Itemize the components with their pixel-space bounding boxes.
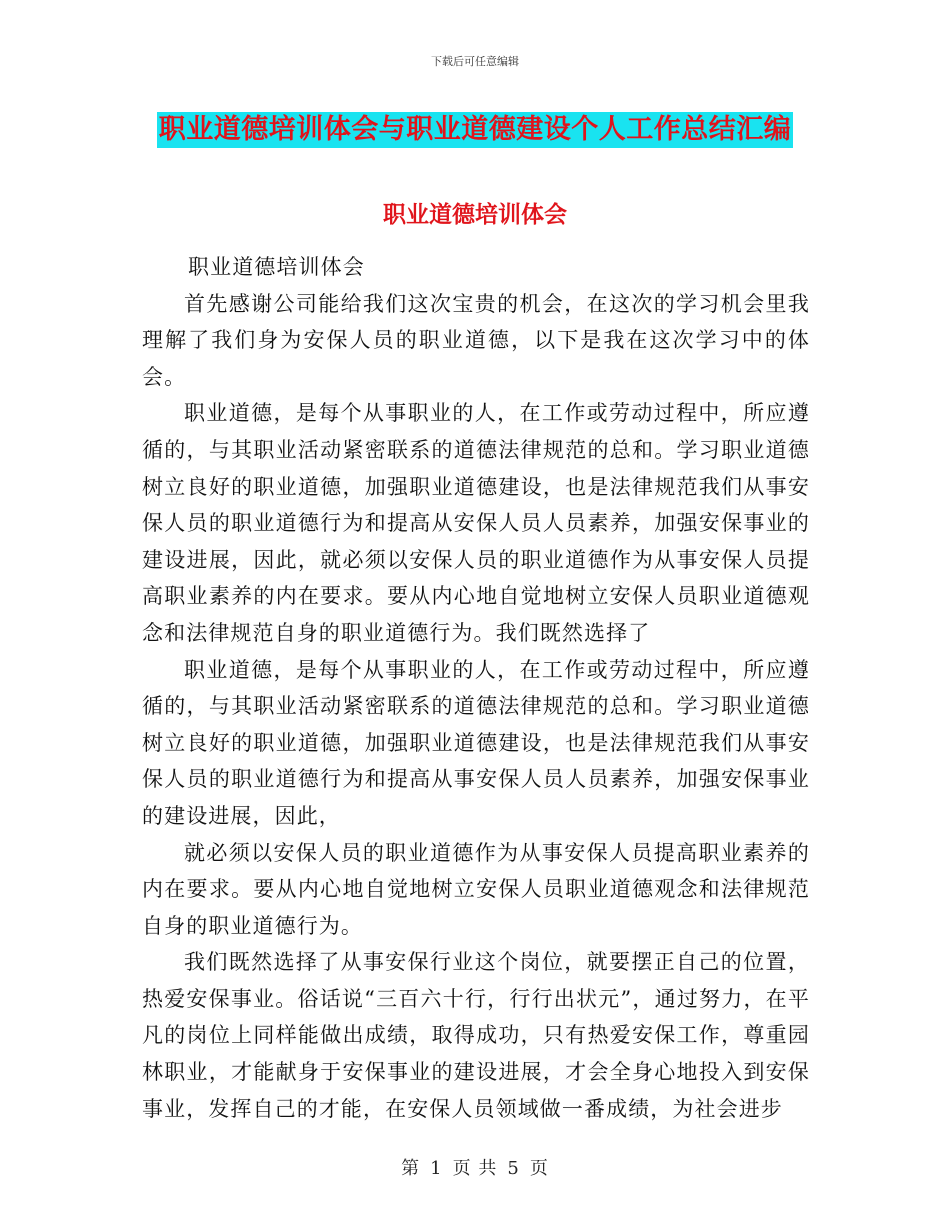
page-total: 5: [507, 1158, 520, 1179]
document-body: [142, 249, 810, 1127]
footer-prefix: 第: [401, 1158, 421, 1179]
paragraph-subtitle: 职业道德培训体会: [188, 255, 365, 279]
paragraph: 就必须以安保人员的职业道德作为从事安保人员提高职业素养的内在要求。要从内心地自觉地树立安保人员职业道德观念和法律规范自身的职业道德行为。: [142, 840, 810, 938]
footer-suffix: 页: [529, 1158, 549, 1179]
footer-mid: 页 共: [452, 1158, 498, 1179]
paragraph: 首先感谢公司能给我们这次宝贵的机会，在这次的学习机会里我理解了我们身为安保人员的职业道德，以下是我在这次学习中的体会。: [142, 291, 810, 389]
section-title: 职业道德培训体会: [383, 202, 567, 228]
paragraph: 职业道德，是每个从事职业的人，在工作或劳动过程中，所应遵循的，与其职业活动紧密联系的道德法律规范的总和。学习职业道德树立良好的职业道德，加强职业道德建设，也是法律规范我们从事安保人员的职业道德行为和提高从事安保人员人员素养，加强安保事业的建设进展，因此，: [142, 657, 810, 828]
paragraph: 我们既然选择了从事安保行业这个岗位，就要摆正自己的位置，热爱安保事业。俗话说“三百六十行，行行出状元”，通过努力，在平凡的岗位上同样能做出成绩，取得成功，只有热爱安保工作，尊重园林职业，才能献身于安保事业的建设进展，才会全身心地投入到安保事业，发挥自己的才能，在安保人员领域做一番成绩，为社会进步: [142, 950, 810, 1121]
main-title-wrap: [0, 112, 950, 148]
page-number: 1: [430, 1158, 443, 1179]
header-note: 下载后可任意编辑: [431, 55, 519, 68]
paragraph: 职业道德，是每个从事职业的人，在工作或劳动过程中，所应遵循的，与其职业活动紧密联系的道德法律规范的总和。学习职业道德树立良好的职业道德，加强职业道德建设，也是法律规范我们从事安保人员的职业道德行为和提高从安保人员人员素养，加强安保事业的建设进展，因此，就必须以安保人员的职业道德作为从事安保人员提高职业素养的内在要求。要从内心地自觉地树立安保人员职业道德观念和法律规范自身的职业道德行为。我们既然选择了: [142, 401, 810, 645]
main-title: 职业道德培训体会与职业道德建设个人工作总结汇编: [157, 112, 794, 148]
page-footer: [0, 1154, 950, 1180]
